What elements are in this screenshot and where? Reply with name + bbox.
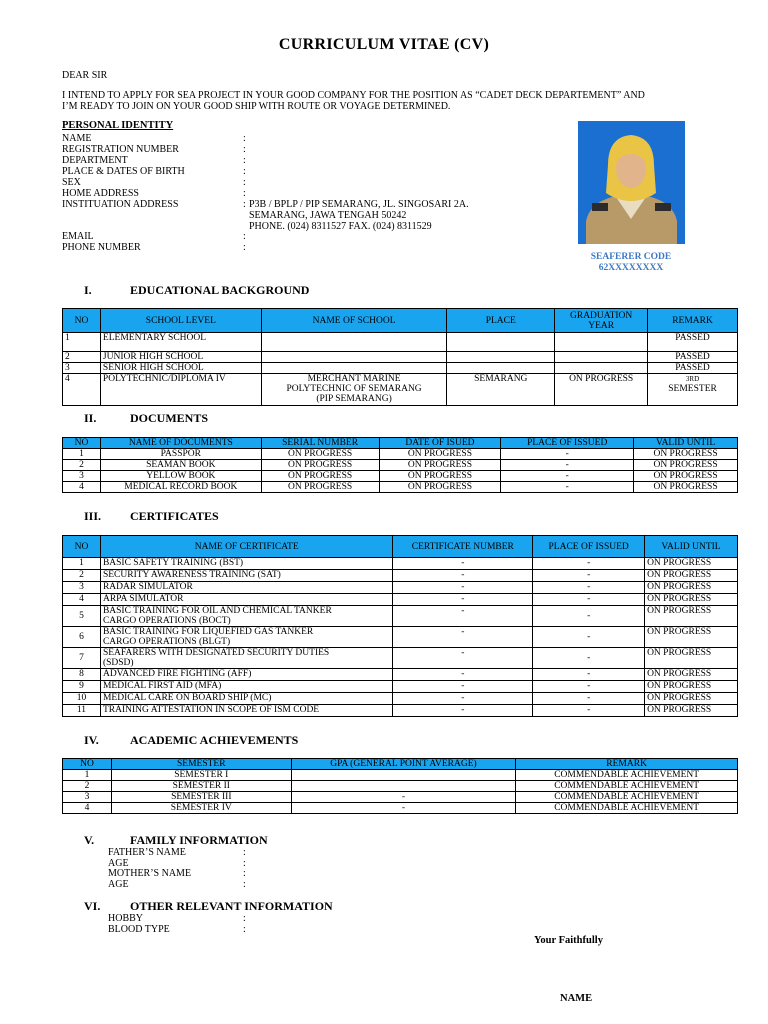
section-other-heading — [84, 899, 333, 914]
section-education-heading — [84, 283, 309, 298]
table-row — [63, 460, 738, 471]
colon: : — [243, 177, 246, 188]
cell-remark: COMMENDABLE ACHIEVEMENT — [516, 792, 738, 803]
school-name-line: (PIP SEMARANG) — [316, 394, 392, 404]
cert-name-line: BASIC TRAINING FOR OIL AND CHEMICAL TANKER — [102, 606, 332, 616]
cell-level: SENIOR HIGH SCHOOL — [100, 363, 261, 374]
school-name-line: MERCHANT MARINE — [307, 374, 401, 384]
cell-valid: ON PROGRESS — [645, 570, 738, 582]
remark-text: SEMESTER — [668, 384, 717, 394]
family-father-name-label: FATHER’S NAME — [108, 847, 186, 858]
table-row — [63, 582, 738, 594]
cell-name: PASSPOR — [100, 449, 261, 460]
cell-number: - — [393, 669, 533, 681]
table-row — [63, 374, 738, 406]
colon: : — [243, 199, 246, 210]
cell-school — [261, 363, 447, 374]
table-row — [63, 570, 738, 582]
cert-name-line: BASIC TRAINING FOR LIQUEFIED GAS TANKER — [102, 627, 314, 637]
cell-semester: SEMESTER III — [111, 792, 291, 803]
cell-valid: ON PROGRESS — [645, 582, 738, 594]
cell-place: - — [501, 449, 634, 460]
cell-no: 2 — [63, 781, 112, 792]
cell-remark: COMMENDABLE ACHIEVEMENT — [516, 770, 738, 781]
colon: : — [243, 166, 246, 177]
table-row — [63, 705, 738, 717]
cell-school — [261, 333, 447, 352]
cell-valid: ON PROGRESS — [645, 681, 738, 693]
greeting: DEAR SIR — [62, 70, 108, 81]
signature-name: NAME — [560, 993, 593, 1004]
field-department-label: DEPARTMENT — [62, 155, 128, 166]
cert-name-line: CARGO OPERATIONS (BLGT) — [102, 637, 231, 647]
cell-place — [447, 333, 555, 352]
cell-valid: ON PROGRESS — [634, 471, 738, 482]
cell-no: 2 — [63, 570, 101, 582]
table-row — [63, 333, 738, 352]
colon: : — [243, 924, 246, 935]
column-header: PLACE OF ISSUED — [501, 438, 634, 449]
institution-address-line-3: PHONE. (024) 8311527 FAX. (024) 8311529 — [249, 221, 432, 232]
cell-date: ON PROGRESS — [379, 471, 501, 482]
cell-number: - — [393, 648, 533, 669]
column-header: VALID UNTIL — [634, 438, 738, 449]
column-header: NAME OF CERTIFICATE — [100, 536, 392, 558]
table-row — [63, 681, 738, 693]
profile-photo — [578, 121, 685, 244]
table-row — [63, 792, 738, 803]
cell-name — [100, 606, 392, 627]
table-row — [63, 594, 738, 606]
cell-no: 3 — [63, 471, 101, 482]
cell-number: - — [393, 570, 533, 582]
cell-valid: ON PROGRESS — [634, 449, 738, 460]
section-certificates-heading — [84, 509, 219, 524]
cell-name: TRAINING ATTESTATION IN SCOPE OF ISM CODE — [100, 705, 392, 717]
academic-table — [62, 758, 738, 814]
section-number: I. — [84, 283, 92, 297]
cell-no: 3 — [63, 792, 112, 803]
cell-place: - — [533, 627, 645, 648]
cell-serial: ON PROGRESS — [261, 460, 379, 471]
table-row — [63, 352, 738, 363]
section-title: OTHER RELEVANT INFORMATION — [130, 899, 333, 913]
table-row — [63, 471, 738, 482]
cert-name-line: (SDSD) — [102, 658, 134, 668]
cell-place: - — [533, 669, 645, 681]
cell-number: - — [393, 693, 533, 705]
table-header-row — [63, 438, 738, 449]
cell-place — [447, 352, 555, 363]
cert-name-line: SEAFARERS WITH DESIGNATED SECURITY DUTIES — [102, 648, 330, 658]
colon: : — [243, 144, 246, 155]
section-documents-heading — [84, 411, 208, 426]
field-institution-address-label: INSTITUATION ADDRESS — [62, 199, 179, 210]
colon: : — [243, 847, 246, 858]
cell-no: 2 — [63, 460, 101, 471]
cell-semester: SEMESTER I — [111, 770, 291, 781]
documents-table — [62, 437, 738, 493]
cell-no: 7 — [63, 648, 101, 669]
cell-no: 3 — [63, 363, 101, 374]
table-header-row — [63, 536, 738, 558]
cell-place — [447, 363, 555, 374]
cell-valid: ON PROGRESS — [645, 594, 738, 606]
cell-remark: PASSED — [648, 363, 738, 374]
column-header: CERTIFICATE NUMBER — [393, 536, 533, 558]
field-sex-label: SEX — [62, 177, 81, 188]
cell-name: MEDICAL FIRST AID (MFA) — [100, 681, 392, 693]
cell-year — [555, 333, 648, 352]
table-row — [63, 669, 738, 681]
cell-place: - — [533, 705, 645, 717]
seafarer-code-value: 62XXXXXXXX — [598, 263, 664, 273]
field-name-label: NAME — [62, 133, 92, 144]
table-header-row — [63, 309, 738, 333]
cell-name: ADVANCED FIRE FIGHTING (AFF) — [100, 669, 392, 681]
cell-year — [555, 363, 648, 374]
table-row — [63, 693, 738, 705]
table-row — [63, 482, 738, 493]
other-hobby-label: HOBBY — [108, 913, 144, 924]
cell-place: - — [533, 558, 645, 570]
cell-gpa: - — [291, 803, 516, 814]
cell-number: - — [393, 582, 533, 594]
family-mother-name-label: MOTHER’S NAME — [108, 868, 192, 879]
column-header: SEMESTER — [111, 759, 291, 770]
cell-name — [100, 627, 392, 648]
column-header: SERIAL NUMBER — [261, 438, 379, 449]
colon: : — [243, 155, 246, 166]
cell-gpa — [291, 781, 516, 792]
cell-place: - — [533, 606, 645, 627]
certificates-table — [62, 535, 738, 717]
section-title: EDUCATIONAL BACKGROUND — [130, 283, 310, 297]
cell-number: - — [393, 705, 533, 717]
section-academic-heading — [84, 733, 298, 748]
section-title: CERTIFICATES — [130, 509, 219, 523]
section-number: VI. — [84, 899, 101, 913]
cell-valid: ON PROGRESS — [645, 627, 738, 648]
cell-school — [261, 352, 447, 363]
cell-place: - — [533, 681, 645, 693]
column-header: PLACE — [447, 309, 555, 333]
column-header: SCHOOL LEVEL — [100, 309, 261, 333]
cell-serial: ON PROGRESS — [261, 449, 379, 460]
column-header: PLACE OF ISSUED — [533, 536, 645, 558]
cell-school — [261, 374, 447, 406]
cell-no: 6 — [63, 627, 101, 648]
cell-place: - — [533, 570, 645, 582]
personal-identity-heading: PERSONAL IDENTITY — [62, 120, 174, 131]
table-row — [63, 803, 738, 814]
cell-name: MEDICAL RECORD BOOK — [100, 482, 261, 493]
cell-number: - — [393, 594, 533, 606]
person-avatar-icon — [578, 121, 685, 244]
cell-remark: COMMENDABLE ACHIEVEMENT — [516, 803, 738, 814]
section-number: III. — [84, 509, 102, 523]
column-header: REMARK — [516, 759, 738, 770]
table-row — [63, 648, 738, 669]
colon: : — [243, 858, 246, 869]
colon: : — [243, 231, 246, 242]
closing-text: Your Faithfully — [534, 935, 603, 946]
section-number: IV. — [84, 733, 99, 747]
cell-level: POLYTECHNIC/DIPLOMA IV — [100, 374, 261, 406]
cell-year — [555, 352, 648, 363]
family-mother-age-label: AGE — [108, 879, 129, 890]
cell-no: 1 — [63, 333, 101, 352]
colon: : — [243, 879, 246, 890]
cell-number: - — [393, 606, 533, 627]
cell-place: - — [533, 693, 645, 705]
column-header: VALID UNTIL — [645, 536, 738, 558]
cell-valid: ON PROGRESS — [645, 606, 738, 627]
cell-no: 2 — [63, 352, 101, 363]
column-header: NO — [63, 536, 101, 558]
section-title: DOCUMENTS — [130, 411, 209, 425]
table-row — [63, 449, 738, 460]
seafarer-code-label: SEAFERER CODE — [590, 252, 672, 262]
column-header: NO — [63, 309, 101, 333]
colon: : — [243, 913, 246, 924]
cell-semester: SEMESTER IV — [111, 803, 291, 814]
institution-address-line-2: SEMARANG, JAWA TENGAH 50242 — [249, 210, 407, 221]
cell-name: BASIC SAFETY TRAINING (BST) — [100, 558, 392, 570]
cell-valid: ON PROGRESS — [645, 705, 738, 717]
cell-valid: ON PROGRESS — [645, 558, 738, 570]
cell-valid: ON PROGRESS — [634, 460, 738, 471]
cell-no: 1 — [63, 770, 112, 781]
table-row — [63, 363, 738, 374]
table-row — [63, 781, 738, 792]
cell-no: 11 — [63, 705, 101, 717]
other-blood-type-label: BLOOD TYPE — [108, 924, 170, 935]
column-header: NAME OF SCHOOL — [261, 309, 447, 333]
cell-gpa: - — [291, 792, 516, 803]
cell-no: 5 — [63, 606, 101, 627]
table-row — [63, 627, 738, 648]
colon: : — [243, 188, 246, 199]
cell-place: - — [501, 482, 634, 493]
cell-no: 4 — [63, 374, 101, 406]
cell-no: 4 — [63, 482, 101, 493]
section-family-heading — [84, 833, 268, 848]
cell-place: SEMARANG — [447, 374, 555, 406]
field-registration-label: REGISTRATION NUMBER — [62, 144, 179, 155]
education-table — [62, 308, 738, 406]
cell-no: 1 — [63, 558, 101, 570]
cell-no: 3 — [63, 582, 101, 594]
cell-no: 8 — [63, 669, 101, 681]
seafarer-code-block — [556, 252, 706, 274]
cell-semester: SEMESTER II — [111, 781, 291, 792]
cell-name: SEAMAN BOOK — [100, 460, 261, 471]
cell-name: YELLOW BOOK — [100, 471, 261, 482]
cell-no: 4 — [63, 594, 101, 606]
intro-line-2: I’M READY TO JOIN ON YOUR GOOD SHIP WITH ROUTE OR VOYAGE DETERMINED. — [62, 101, 451, 112]
cell-date: ON PROGRESS — [379, 482, 501, 493]
field-birth-label: PLACE & DATES OF BIRTH — [62, 166, 185, 177]
column-header: GRADUATION YEAR — [555, 309, 648, 333]
cell-no: 4 — [63, 803, 112, 814]
page-title: CURRICULUM VITAE (CV) — [278, 36, 490, 53]
table-row — [63, 558, 738, 570]
column-header: DATE OF ISUED — [379, 438, 501, 449]
field-phone-label: PHONE NUMBER — [62, 242, 141, 253]
column-header: GPA (GENERAL POINT AVERAGE) — [291, 759, 516, 770]
cell-valid: ON PROGRESS — [645, 669, 738, 681]
cell-level: ELEMENTARY SCHOOL — [100, 333, 261, 352]
school-name-line: POLYTECHNIC OF SEMARANG — [286, 384, 422, 394]
cell-name — [100, 648, 392, 669]
cell-place: - — [501, 471, 634, 482]
cell-year: ON PROGRESS — [555, 374, 648, 406]
cert-name-line: CARGO OPERATIONS (BOCT) — [102, 616, 231, 626]
cell-no: 10 — [63, 693, 101, 705]
cell-place: - — [533, 594, 645, 606]
cell-name: ARPA SIMULATOR — [100, 594, 392, 606]
intro-line-1: I INTEND TO APPLY FOR SEA PROJECT IN YOUR GOOD COMPANY FOR THE POSITION AS “CADET DECK DEPARTEMENT” AND — [62, 90, 645, 101]
cell-place: - — [533, 582, 645, 594]
cell-serial: ON PROGRESS — [261, 482, 379, 493]
colon: : — [243, 242, 246, 253]
cell-name: RADAR SIMULATOR — [100, 582, 392, 594]
cell-serial: ON PROGRESS — [261, 471, 379, 482]
table-header-row — [63, 759, 738, 770]
cell-no: 1 — [63, 449, 101, 460]
cell-date: ON PROGRESS — [379, 460, 501, 471]
table-row — [63, 770, 738, 781]
table-row — [63, 606, 738, 627]
cell-date: ON PROGRESS — [379, 449, 501, 460]
cell-valid: ON PROGRESS — [634, 482, 738, 493]
remark-superscript: 3RD — [685, 375, 700, 383]
cell-remark: PASSED — [648, 333, 738, 352]
column-header: NO — [63, 438, 101, 449]
colon: : — [243, 133, 246, 144]
section-title: ACADEMIC ACHIEVEMENTS — [130, 733, 299, 747]
section-number: II. — [84, 411, 97, 425]
field-email-label: EMAIL — [62, 231, 94, 242]
institution-address-line-1: P3B / BPLP / PIP SEMARANG, JL. SINGOSARI 2A. — [249, 199, 469, 210]
field-home-address-label: HOME ADDRESS — [62, 188, 139, 199]
cell-number: - — [393, 558, 533, 570]
section-number: V. — [84, 833, 95, 847]
cell-name: MEDICAL CARE ON BOARD SHIP (MC) — [100, 693, 392, 705]
section-title: FAMILY INFORMATION — [130, 833, 268, 847]
colon: : — [243, 868, 246, 879]
cell-place: - — [533, 648, 645, 669]
cell-no: 9 — [63, 681, 101, 693]
family-father-age-label: AGE — [108, 858, 129, 869]
cell-valid: ON PROGRESS — [645, 693, 738, 705]
column-header: NAME OF DOCUMENTS — [100, 438, 261, 449]
cell-remark: PASSED — [648, 352, 738, 363]
cell-number: - — [393, 627, 533, 648]
cell-remark — [648, 374, 738, 406]
cell-level: JUNIOR HIGH SCHOOL — [100, 352, 261, 363]
cell-name: SECURITY AWARENESS TRAINING (SAT) — [100, 570, 392, 582]
cell-gpa — [291, 770, 516, 781]
cell-remark: COMMENDABLE ACHIEVEMENT — [516, 781, 738, 792]
column-header: NO — [63, 759, 112, 770]
cell-number: - — [393, 681, 533, 693]
column-header: REMARK — [648, 309, 738, 333]
cell-place: - — [501, 460, 634, 471]
cell-valid: ON PROGRESS — [645, 648, 738, 669]
